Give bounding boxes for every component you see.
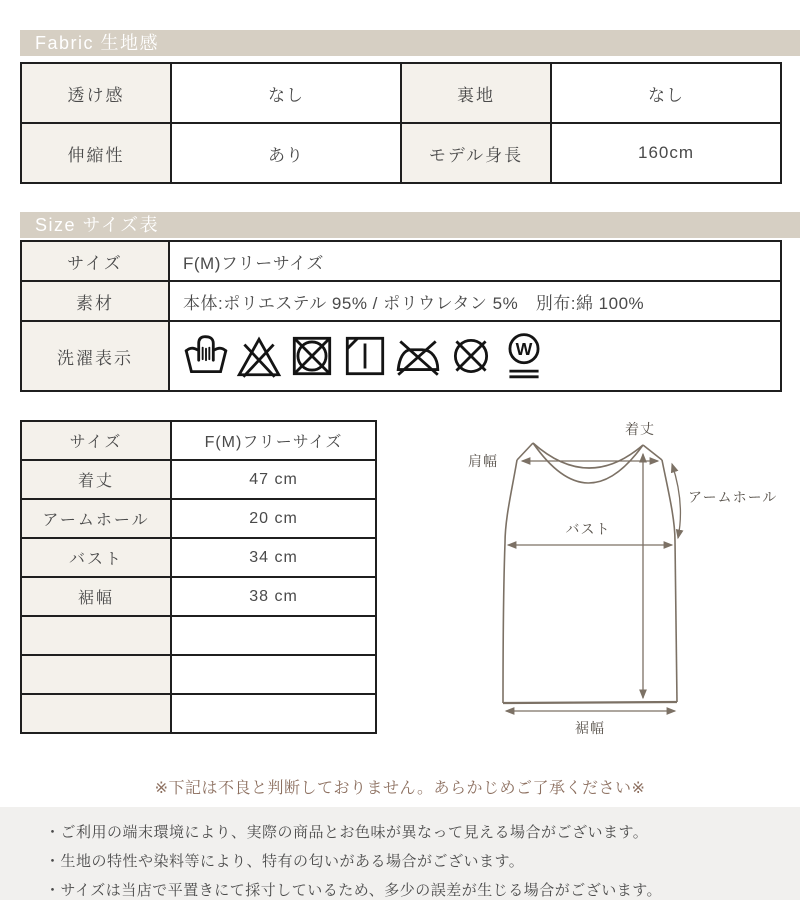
table-row xyxy=(21,321,781,391)
fabric-label: 裏地 xyxy=(401,63,551,123)
armhole-arrow xyxy=(672,464,680,538)
measure-value: 34 cm xyxy=(171,538,376,577)
table-row xyxy=(21,538,376,577)
hand-wash-icon xyxy=(183,331,229,381)
table-row xyxy=(21,655,376,694)
diagram-bust-label: バスト xyxy=(565,521,611,537)
size-section-header: Size サイズ表 xyxy=(20,212,800,238)
material-value: 本体:ポリエステル 95% / ポリウレタン 5% 別布:綿 100% xyxy=(169,281,781,321)
fabric-value: 160cm xyxy=(551,123,781,183)
fabric-label: モデル身長 xyxy=(401,123,551,183)
wet-clean-gentle-icon xyxy=(501,331,547,381)
table-row xyxy=(21,421,376,460)
note-item: ・ご利用の端末環境により、実際の商品とお色味が異なって見える場合がございます。 xyxy=(45,824,649,841)
do-not-tumble-dry-icon xyxy=(289,331,335,381)
wash-icon-row xyxy=(183,331,779,381)
measure-value: 38 cm xyxy=(171,577,376,616)
measure-label: アームホール xyxy=(21,499,171,538)
garment-outline xyxy=(503,443,677,703)
fabric-table xyxy=(20,62,782,184)
hang-dry-in-shade-icon xyxy=(342,331,388,381)
garment-diagram xyxy=(460,418,790,753)
table-row xyxy=(21,123,781,183)
wash-care-icons-cell xyxy=(169,321,781,391)
measure-value xyxy=(171,694,376,733)
fabric-value: なし xyxy=(551,63,781,123)
measure-label: 着丈 xyxy=(21,460,171,499)
measurements-table xyxy=(20,420,377,734)
table-row xyxy=(21,499,376,538)
do-not-iron-icon xyxy=(395,331,441,381)
diagram-armhole-label: アームホール xyxy=(688,489,778,505)
size-info-table xyxy=(20,240,782,392)
fabric-section-header: Fabric 生地感 xyxy=(20,30,800,56)
measure-label xyxy=(21,694,171,733)
note-item: ・サイズは当店で平置きにて採寸しているため、多少の誤差が生じる場合がございます。 xyxy=(45,882,663,899)
dimension-lines xyxy=(506,454,680,711)
disclaimer-heading: ※下記は不良と判断しておりません。あらかじめご了承ください※ xyxy=(154,780,646,797)
wash-care-label: 洗濯表示 xyxy=(21,321,169,391)
do-not-dry-clean-icon xyxy=(448,331,494,381)
diagram-shoulder-label: 肩幅 xyxy=(468,453,498,469)
notes-box xyxy=(0,807,800,900)
size-value: F(M)フリーサイズ xyxy=(169,241,781,281)
table-row xyxy=(21,694,376,733)
measure-label xyxy=(21,616,171,655)
fabric-label: 伸縮性 xyxy=(21,123,171,183)
table-row xyxy=(21,63,781,123)
measure-label: サイズ xyxy=(21,421,171,460)
table-row xyxy=(21,460,376,499)
fabric-value: あり xyxy=(171,123,401,183)
measure-value xyxy=(171,655,376,694)
size-label: サイズ xyxy=(21,241,169,281)
fabric-label: 透け感 xyxy=(21,63,171,123)
table-row xyxy=(21,281,781,321)
table-row xyxy=(21,241,781,281)
table-row xyxy=(21,616,376,655)
measure-value: 47 cm xyxy=(171,460,376,499)
diagram-length-label: 着丈 xyxy=(625,421,655,437)
measure-label: 裾幅 xyxy=(21,577,171,616)
diagram-hem-label: 裾幅 xyxy=(575,720,605,736)
wet-clean-w-glyph: W xyxy=(515,338,533,359)
measure-value: 20 cm xyxy=(171,499,376,538)
measure-value: F(M)フリーサイズ xyxy=(171,421,376,460)
measure-label: バスト xyxy=(21,538,171,577)
measure-value xyxy=(171,616,376,655)
table-row xyxy=(21,577,376,616)
fabric-value: なし xyxy=(171,63,401,123)
material-label: 素材 xyxy=(21,281,169,321)
do-not-bleach-icon xyxy=(236,331,282,381)
measure-label xyxy=(21,655,171,694)
note-item: ・生地の特性や染料等により、特有の匂いがある場合がございます。 xyxy=(45,853,525,870)
